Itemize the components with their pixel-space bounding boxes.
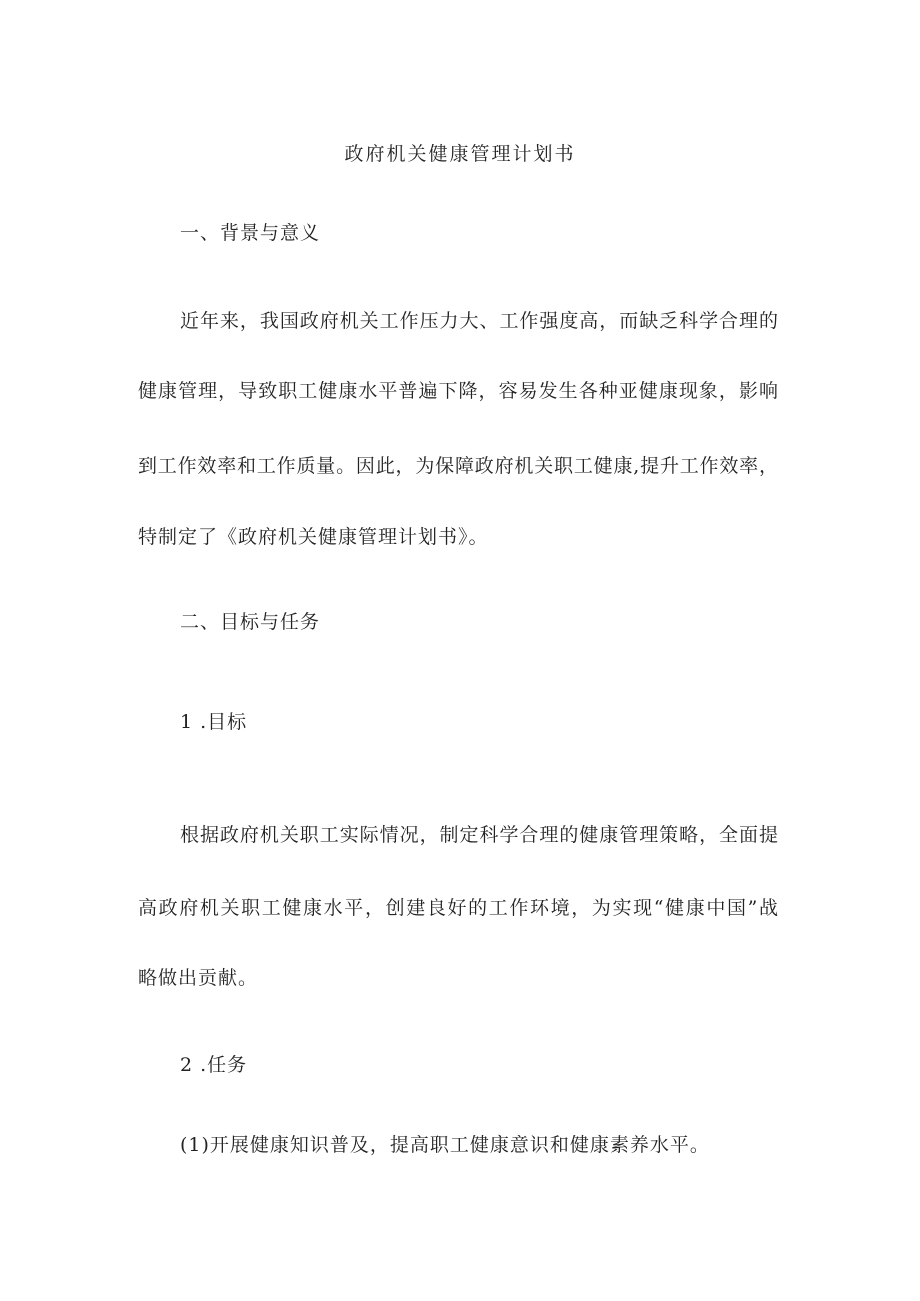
paragraph-line: 健康管理，导致职工健康水平普遍下降，容易发生各种亚健康现象，影响	[138, 380, 778, 402]
section-heading-background: 一、背景与意义	[180, 222, 321, 244]
paragraph-line: 到工作效率和工作质量。因此，为保障政府机关职工健康,提升工作效率，	[138, 455, 778, 477]
paragraph-line: 高政府机关职工健康水平，创建良好的工作环境，为实现“健康中国”战	[138, 897, 778, 919]
paragraph-line: 根据政府机关职工实际情况，制定科学合理的健康管理策略，全面提	[180, 824, 778, 846]
section-heading-goals-tasks: 二、目标与任务	[180, 611, 321, 633]
paragraph-line: 特制定了《政府机关健康管理计划书》。	[138, 526, 489, 548]
document-title: 政府机关健康管理计划书	[344, 143, 576, 165]
paragraph-line: 略做出贡献。	[138, 967, 259, 989]
task-list-item: (1)开展健康知识普及，提高职工健康意识和健康素养水平。	[180, 1134, 710, 1156]
subsection-heading-goal: 1 .目标	[180, 711, 248, 733]
paragraph-line: 近年来，我国政府机关工作压力大、工作强度高，而缺乏科学合理的	[180, 310, 778, 332]
subsection-heading-tasks: 2 .任务	[180, 1054, 248, 1076]
